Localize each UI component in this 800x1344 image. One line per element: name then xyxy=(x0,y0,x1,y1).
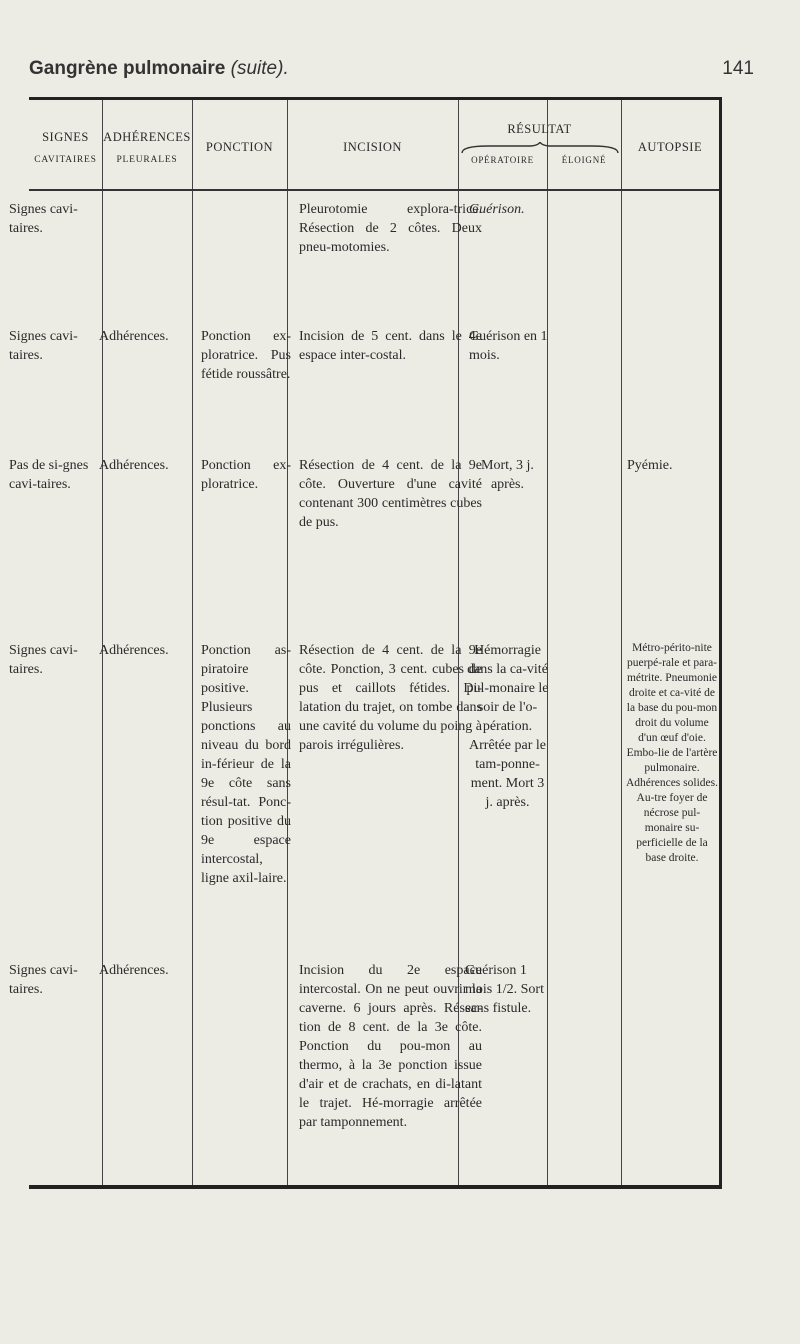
header-brace xyxy=(458,142,621,154)
row5-signes: Signes cavi-taires. xyxy=(9,963,78,997)
row3-resultat: Mort, 3 j. après. xyxy=(481,458,534,492)
header-incision: INCISION xyxy=(343,140,402,154)
header-ponction: PONCTION xyxy=(205,140,274,154)
row5-adherences: Adhérences. xyxy=(99,963,169,978)
row5-resultat: Guérison 1 mois 1/2. Sort sans fistule. xyxy=(465,963,544,1016)
row2-ponction: Ponction ex-ploratrice. Pus fétide roussâtre. xyxy=(201,329,291,382)
row4-resultat: Hémorragie dans la ca-vité pul-monaire le soir de l'o-pération. Arrêtée par le tam-ponne-ment. Mort 3 j. après. xyxy=(466,643,549,810)
header-rule xyxy=(29,189,719,191)
row3-adherences: Adhérences. xyxy=(99,458,169,473)
page-number: 141 xyxy=(722,58,754,79)
row4-autopsie: Métro-périto-nite puerpé-rale et para-métrite. Pneumonie droite et ca-vité de la base du pou-mon droit du volume d'un œuf d'oie. Embo-lie de l'artère pulmonaire. Adhérences solides. Au-tre foyer de nécrose pul-monaire su-perficielle de la base droite. xyxy=(626,642,718,864)
header-signes: SIGNES CAVITAIRES xyxy=(34,130,97,165)
column-divider xyxy=(192,100,193,1185)
row2-resultat: Guérison en 1 mois. xyxy=(469,329,548,363)
header-adherences: ADHÉRENCES PLEURALES xyxy=(103,130,191,165)
header-operatoire: OPÉRATOIRE xyxy=(471,155,534,165)
row2-signes: Signes cavi-taires. xyxy=(9,329,78,363)
results-table xyxy=(9,97,722,1189)
row2-adherences: Adhérences. xyxy=(99,329,169,344)
page-title-suffix: (suite). xyxy=(230,58,289,79)
row5-incision: Incision du 2e espace intercostal. On ne peut ouvrir la caverne. 6 jours après. Résec-tion de 8 cent. de la 3e côte. Ponction du pou-mon au thermo, à la 3e ponction issue d'air et de crachats, en di-latant le trajet. Hé-morragie arrêtée par tamponnement. xyxy=(299,963,482,1130)
header-eloigne: ÉLOIGNÉ xyxy=(561,155,607,165)
row4-signes: Signes cavi-taires. xyxy=(9,643,78,677)
row1-resultat: Guérison. xyxy=(469,202,525,217)
row3-autopsie: Pyémie. xyxy=(627,458,673,473)
page-title: Gangrène pulmonaire (suite). xyxy=(29,58,289,79)
row3-incision: Résection de 4 cent. de la 9e côte. Ouverture d'une cavité contenant 300 centimètres cubes de pus. xyxy=(299,458,482,530)
header-resultat: RÉSULTAT xyxy=(507,122,572,136)
row4-incision: Résection de 4 cent. de la 9e côte. Ponction, 3 cent. cubes de pus et caillots fétides. Di-latation du trajet, on tombe dans une cavité du volume du poing à parois irrégulières. xyxy=(299,643,482,753)
row1-incision: Pleurotomie explora-trice. Résection de 2 côtes. Deux pneu-motomies. xyxy=(299,202,482,255)
row4-ponction: Ponction as-piratoire positive. Plusieurs ponctions au niveau du bord in-férieur de la 9e côte sans résul-tat. Ponc-tion positive du 9e espace intercostal, ligne axil-laire. xyxy=(201,643,291,886)
row2-incision: Incision de 5 cent. dans le 4e espace inter-costal. xyxy=(299,329,482,363)
row3-signes: Pas de si-gnes cavi-taires. xyxy=(9,458,89,492)
column-divider xyxy=(621,100,622,1185)
row4-adherences: Adhérences. xyxy=(99,643,169,658)
header-autopsie: AUTOPSIE xyxy=(637,140,703,154)
row1-signes: Signes cavi-taires. xyxy=(9,202,78,236)
row3-ponction: Ponction ex-ploratrice. xyxy=(201,458,291,492)
